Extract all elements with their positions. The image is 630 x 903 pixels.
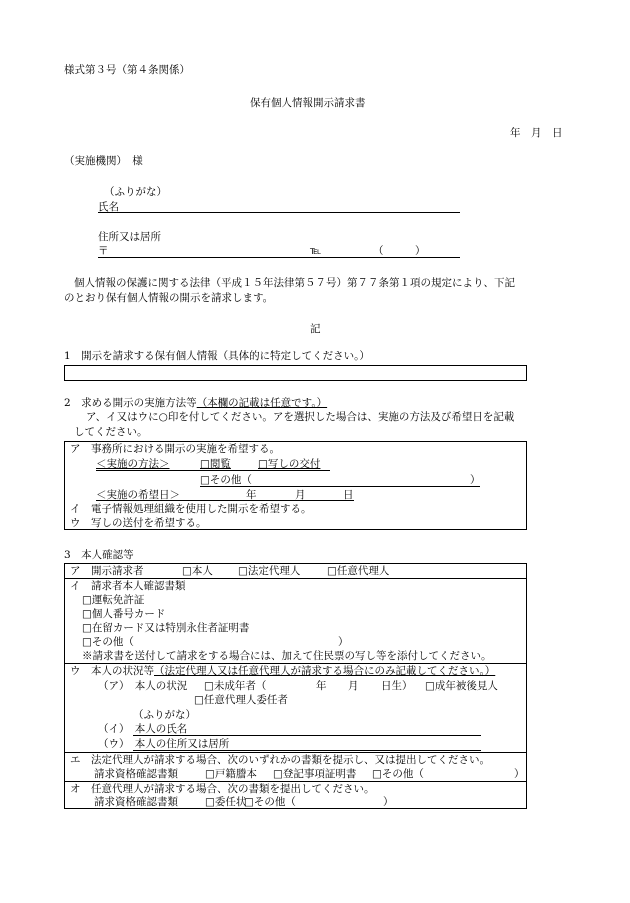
name-field[interactable]: [98, 212, 460, 213]
id-docs-note: ※請求書を送付して請求をする場合には、加えて住民票の写し等を添付してください。: [82, 650, 492, 662]
section1-title: 1 開示を請求する保有個人情報（具体的に特定してください。）: [64, 350, 370, 362]
legal-rep-registry-checkbox[interactable]: □登記事項証明書: [273, 768, 357, 780]
legal-rep-other-close: ）: [514, 768, 525, 780]
status-minor-checkbox[interactable]: □未成年者（: [204, 680, 267, 692]
method-other-close: ）: [470, 474, 481, 486]
legal-rep-line: エ 法定代理人が請求する場合、次のいずれかの書類を提示し、又は提出してください。: [70, 754, 490, 766]
row-divider: [64, 781, 527, 782]
furigana-label: （ふりがな）: [104, 186, 167, 198]
address-label: 住所又は居所: [98, 231, 161, 243]
legal-rep-other-checkbox[interactable]: □その他（: [372, 768, 424, 780]
section2-title: 2 求める開示の実施方法等（本欄の記載は任意です。）: [64, 397, 328, 409]
ki-heading: 記: [310, 323, 321, 335]
section2-note-1: ア、イ又はウに○印を付してください。アを選択した場合は、実施の方法及び希望日を記載: [86, 411, 515, 423]
id-doc-license-checkbox[interactable]: □運転免許証: [82, 594, 145, 606]
wish-month: 月: [295, 489, 306, 501]
requester-legal-checkbox[interactable]: □法定代理人: [238, 565, 301, 577]
date-wish-label: ＜実施の希望日＞: [96, 489, 180, 501]
legal-rep-koseki-checkbox[interactable]: □戸籍謄本: [205, 768, 257, 780]
principal-address-label: （ウ） 本人の住所又は居所: [98, 738, 230, 750]
row-divider: [64, 663, 527, 664]
voluntary-rep-other-close: ）: [383, 796, 394, 808]
method-underline: [96, 470, 330, 471]
id-doc-other-close: ）: [338, 636, 349, 648]
voluntary-rep-line: オ 任意代理人が請求する場合、次の書類を提出してください。: [70, 783, 375, 795]
method-other-checkbox[interactable]: □その他（: [200, 474, 252, 486]
section1-input-box[interactable]: [64, 365, 527, 381]
wish-year: 年: [246, 489, 257, 501]
voluntary-rep-docs-label: 請求資格確認書類: [94, 796, 178, 808]
date-line: 年 月 日: [510, 127, 563, 139]
method-copy-checkbox[interactable]: □写しの交付: [258, 458, 321, 470]
id-doc-residence-checkbox[interactable]: □在留カード又は特別永住者証明書: [82, 622, 250, 634]
option-a-label[interactable]: ア 事務所における開示の実施を希望する。: [70, 443, 280, 455]
page-title: 保有個人情報開示請求書: [250, 97, 366, 109]
method-label: ＜実施の方法＞: [96, 458, 170, 470]
section3-title: 3 本人確認等: [64, 549, 134, 561]
postal-mark: 〒: [98, 245, 109, 257]
recipient: （実施機関） 様: [64, 155, 143, 167]
requester-label: ア 開示請求者: [70, 565, 144, 577]
wish-day: 日: [343, 489, 354, 501]
voluntary-rep-other-checkbox[interactable]: □その他（: [244, 796, 296, 808]
method-other-field[interactable]: [200, 486, 480, 487]
status-title: ウ 本人の状況等（法定代理人又は任意代理人が請求する場合にのみ記載してください。）: [70, 665, 496, 677]
status-born: 日生）: [381, 680, 413, 692]
principal-name-field[interactable]: [133, 735, 481, 736]
status-month: 月: [348, 680, 359, 692]
id-doc-other-checkbox[interactable]: □その他（: [82, 636, 134, 648]
status-label: （ア） 本人の状況: [98, 680, 188, 692]
row-divider: [64, 752, 527, 753]
requester-self-checkbox[interactable]: □本人: [182, 565, 213, 577]
form-number: 様式第３号（第４条関係）: [64, 64, 190, 76]
requester-voluntary-checkbox[interactable]: □任意代理人: [327, 565, 390, 577]
option-i-label[interactable]: イ 電子情報処理組織を使用した開示を希望する。: [70, 503, 312, 515]
voluntary-rep-proxy-checkbox[interactable]: □委任状: [205, 796, 247, 808]
name-label: 氏名: [98, 201, 119, 213]
id-docs-title: イ 請求者本人確認書類: [70, 580, 186, 592]
principal-name-label: （イ） 本人の氏名: [98, 723, 188, 735]
id-doc-mynumber-checkbox[interactable]: □個人番号カード: [82, 608, 166, 620]
intro-line-2: のとおり保有個人情報の開示を請求します。: [64, 292, 274, 304]
status-year: 年: [316, 680, 327, 692]
legal-rep-docs-label: 請求資格確認書類: [94, 768, 178, 780]
status-principal-checkbox[interactable]: □任意代理人委任者: [194, 694, 288, 706]
section2-note-2: してください。: [74, 426, 148, 438]
principal-address-field[interactable]: [133, 750, 481, 751]
status-ward-checkbox[interactable]: □成年被後見人: [425, 680, 498, 692]
tel-mark: ℡: [310, 245, 322, 257]
method-view-checkbox[interactable]: □閲覧: [200, 458, 231, 470]
principal-furigana-label: （ふりがな）: [133, 709, 196, 721]
row-divider: [64, 578, 527, 579]
wish-date-field[interactable]: [96, 500, 354, 501]
intro-line-1: 個人情報の保護に関する法律（平成１５年法律第５７号）第７７条第１項の規定により、下記: [74, 277, 515, 289]
address-field[interactable]: [98, 257, 460, 258]
tel-paren: （ ）: [373, 245, 426, 257]
option-u-label[interactable]: ウ 写しの送付を希望する。: [70, 517, 207, 529]
